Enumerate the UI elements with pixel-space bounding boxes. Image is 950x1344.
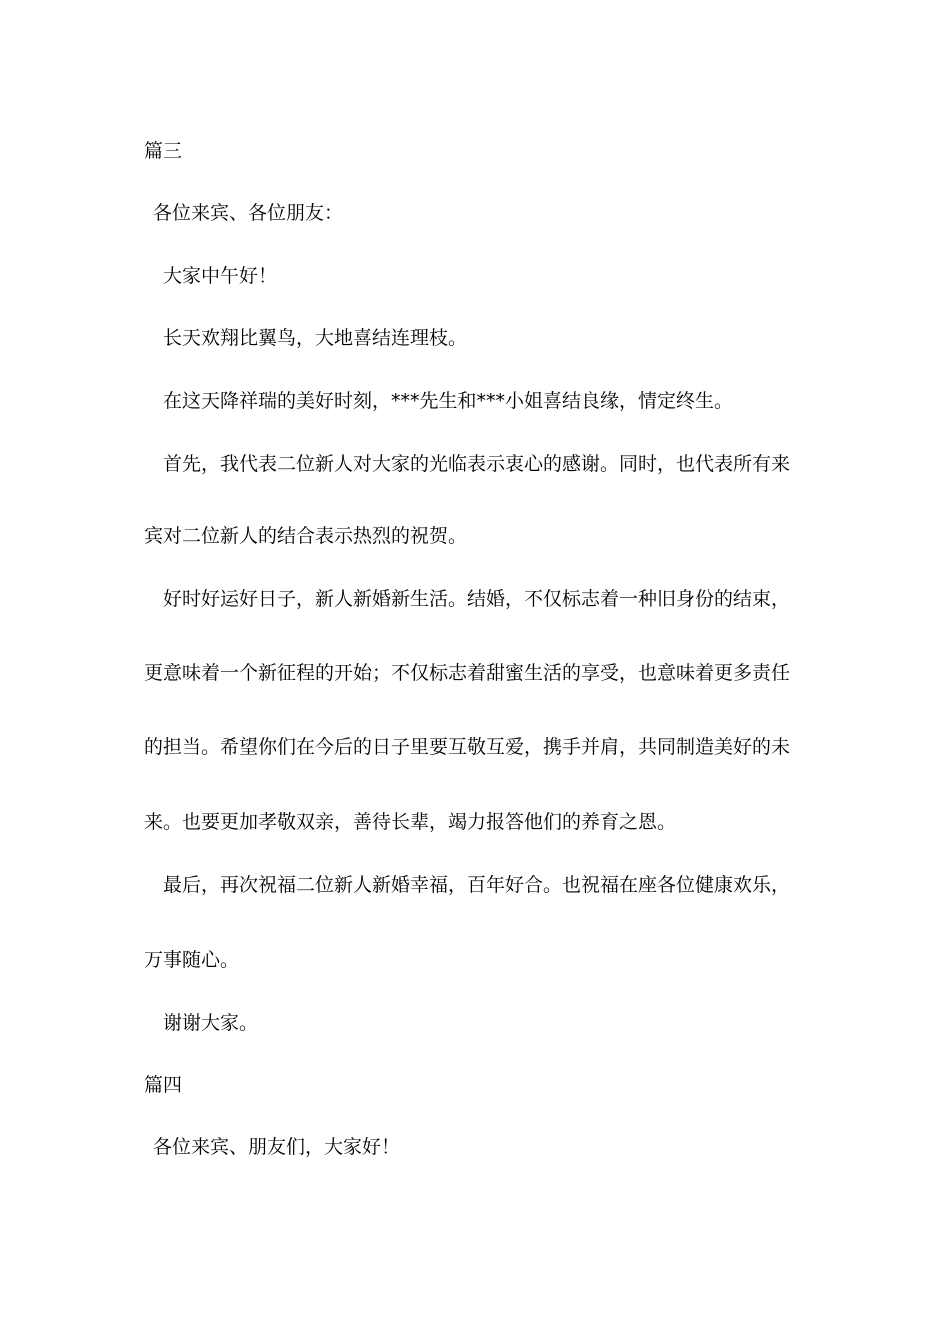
section3-heading: 篇三 xyxy=(144,140,183,162)
section4-heading: 篇四 xyxy=(144,1074,183,1096)
section3-paragraph-4-line-4: 来。也要更加孝敬双亲，善待长辈，竭力报答他们的养育之恩。 xyxy=(144,811,677,833)
section3-paragraph-4-line-1: 好时好运好日子，新人新婚新生活。结婚，不仅标志着一种旧身份的结束， xyxy=(163,588,791,610)
section3-paragraph-4-line-2: 更意味着一个新征程的开始；不仅标志着甜蜜生活的享受，也意味着更多责任 xyxy=(144,662,791,684)
section3-paragraph-5-line-2: 万事随心。 xyxy=(144,949,240,971)
section4-salutation: 各位来宾、朋友们，大家好！ xyxy=(153,1136,401,1158)
section3-paragraph-3-line-2: 宾对二位新人的结合表示热烈的祝贺。 xyxy=(144,525,468,547)
section3-closing: 谢谢大家。 xyxy=(163,1012,259,1034)
section3-paragraph-3-line-1: 首先，我代表二位新人对大家的光临表示衷心的感谢。同时，也代表所有来 xyxy=(163,453,791,475)
section3-paragraph-1: 长天欢翔比翼鸟，大地喜结连理枝。 xyxy=(163,327,468,349)
section3-salutation: 各位来宾、各位朋友： xyxy=(153,202,344,224)
section3-greeting: 大家中午好！ xyxy=(163,265,278,287)
section3-paragraph-5-line-1: 最后，再次祝福二位新人新婚幸福，百年好合。也祝福在座各位健康欢乐， xyxy=(163,874,791,896)
section3-paragraph-2: 在这天降祥瑞的美好时刻，***先生和***小姐喜结良缘，情定终生。 xyxy=(163,390,734,412)
section3-paragraph-4-line-3: 的担当。希望你们在今后的日子里要互敬互爱，携手并肩，共同制造美好的未 xyxy=(144,736,791,758)
